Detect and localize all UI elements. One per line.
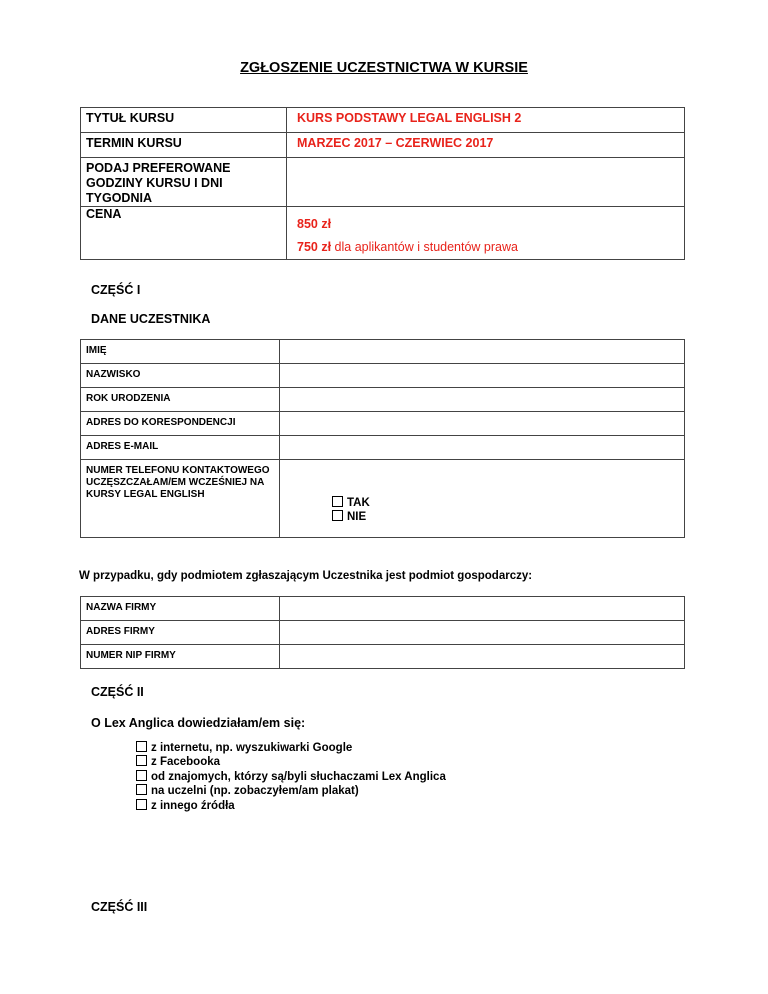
checkbox[interactable] bbox=[136, 799, 147, 810]
option-no[interactable] bbox=[332, 510, 684, 524]
company-nip-label: NUMER NIP FIRMY bbox=[81, 645, 280, 669]
birth-year-field[interactable] bbox=[280, 388, 685, 412]
last-name-label: NAZWISKO bbox=[81, 364, 280, 388]
preferred-hours-label: PODAJ PREFEROWANE GODZINY KURSU I DNI TYGODNIA bbox=[81, 158, 287, 207]
first-name-field[interactable] bbox=[280, 340, 685, 364]
address-label: ADRES DO KORESPONDENCJI bbox=[81, 412, 280, 436]
option-yes-label: TAK bbox=[347, 497, 370, 509]
course-term-value: MARZEC 2017 – CZERWIEC 2017 bbox=[287, 133, 685, 158]
course-title-label: TYTUŁ KURSU bbox=[81, 108, 287, 133]
company-name-label: NAZWA FIRMY bbox=[81, 597, 280, 621]
option-no-label: NIE bbox=[347, 511, 367, 523]
company-nip-field[interactable] bbox=[280, 645, 685, 669]
course-info-table bbox=[80, 107, 685, 260]
company-note: W przypadku, gdy podmiotem zgłaszającym Uczestnika jest podmiot gospodarczy: bbox=[79, 570, 533, 582]
checkbox[interactable] bbox=[136, 784, 147, 795]
course-term-label: TERMIN KURSU bbox=[81, 133, 287, 158]
previous-courses-label: UCZĘSZCZAŁAM/EM WCZEŚNIEJ NA KURSY LEGAL ENGLISH bbox=[86, 477, 264, 500]
last-name-field[interactable] bbox=[280, 364, 685, 388]
part2-heading: CZĘŚĆ II bbox=[91, 685, 144, 699]
price-cell bbox=[287, 207, 685, 260]
list-item[interactable]: na uczelni (np. zobaczyłem/am plakat) bbox=[136, 784, 446, 798]
email-label: ADRES E-MAIL bbox=[81, 436, 280, 460]
phone-and-previous-labels bbox=[81, 460, 280, 538]
course-title-value: KURS PODSTAWY LEGAL ENGLISH 2 bbox=[287, 108, 685, 133]
price-reduced bbox=[297, 240, 680, 254]
list-item[interactable]: z Facebooka bbox=[136, 755, 446, 769]
price-reduced-note: dla aplikantów i studentów prawa bbox=[331, 240, 518, 254]
checkbox-yes[interactable] bbox=[332, 496, 343, 507]
part3-heading: CZĘŚĆ III bbox=[91, 900, 148, 914]
company-address-field[interactable] bbox=[280, 621, 685, 645]
checkbox-no[interactable] bbox=[332, 510, 343, 521]
participant-data-heading: DANE UCZESTNIKA bbox=[91, 312, 211, 326]
phone-label: NUMER TELEFONU KONTAKTOWEGO bbox=[86, 465, 270, 476]
price-main: 850 zł bbox=[297, 217, 332, 231]
price-reduced-amount: 750 zł bbox=[297, 240, 332, 254]
option-yes[interactable] bbox=[332, 496, 684, 510]
source-question: O Lex Anglica dowiedziałam/em się: bbox=[91, 716, 306, 730]
email-field[interactable] bbox=[280, 436, 685, 460]
list-item[interactable]: z innego źródła bbox=[136, 799, 446, 813]
list-item[interactable]: od znajomych, którzy są/byli słuchaczami Lex Anglica bbox=[136, 770, 446, 784]
source-options bbox=[136, 741, 446, 813]
price-label: CENA bbox=[81, 207, 287, 260]
address-field[interactable] bbox=[280, 412, 685, 436]
participant-table bbox=[80, 339, 685, 538]
company-address-label: ADRES FIRMY bbox=[81, 621, 280, 645]
checkbox[interactable] bbox=[136, 755, 147, 766]
preferred-hours-field[interactable] bbox=[287, 158, 685, 207]
company-table bbox=[80, 596, 685, 669]
company-name-field[interactable] bbox=[280, 597, 685, 621]
birth-year-label: ROK URODZENIA bbox=[81, 388, 280, 412]
checkbox[interactable] bbox=[136, 741, 147, 752]
list-item[interactable]: z internetu, np. wyszukiwarki Google bbox=[136, 741, 446, 755]
part1-heading: CZĘŚĆ I bbox=[91, 283, 141, 297]
checkbox[interactable] bbox=[136, 770, 147, 781]
form-title: ZGŁOSZENIE UCZESTNICTWA W KURSIE bbox=[240, 60, 528, 76]
phone-and-previous-field bbox=[280, 460, 685, 538]
first-name-label: IMIĘ bbox=[81, 340, 280, 364]
